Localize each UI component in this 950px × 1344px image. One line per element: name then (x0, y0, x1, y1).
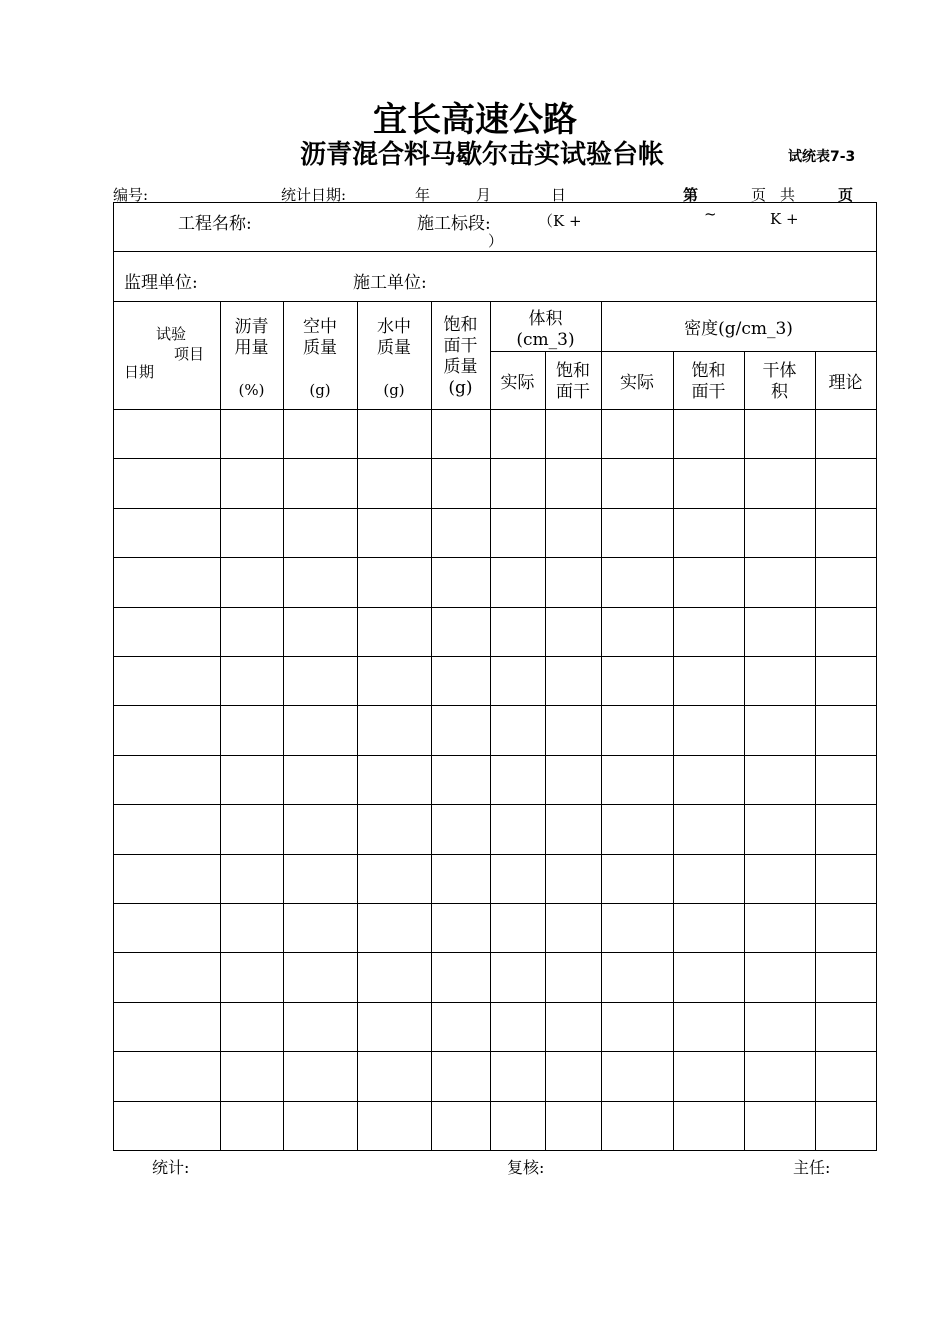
corner-bottom-label: 日期 (124, 363, 155, 381)
col-water-mass-header: 水中 质量 (377, 317, 411, 358)
column-line (357, 301, 358, 1150)
page-gong-label: 共 (780, 186, 796, 204)
col-water-unit: (g) (383, 381, 405, 399)
supervisor-label: 监理单位: (124, 273, 198, 293)
page-ye-label: 页 (751, 186, 767, 204)
contractor-label: 施工单位: (353, 273, 427, 293)
col-ssd-mass-header: 饱和 面干 质量 (g) (443, 315, 478, 398)
form-number: 试统表7-3 (788, 149, 856, 165)
table-row (114, 1002, 876, 1003)
section-close: ） (488, 232, 504, 250)
table-row (114, 903, 876, 904)
col-asphalt-header: 沥青 用量 (234, 317, 269, 358)
day-label: 日 (551, 186, 567, 204)
column-line (431, 301, 432, 1150)
divider (114, 301, 876, 302)
table-row (114, 1051, 876, 1052)
col-asphalt-unit: (%) (238, 381, 265, 399)
table-row (114, 458, 876, 459)
corner-top-label: 试验 (156, 325, 187, 343)
sub-volume-ssd: 饱和 面干 (556, 361, 590, 402)
col-air-mass-header: 空中 质量 (303, 317, 337, 358)
section-label: 施工标段: (417, 214, 491, 234)
serial-label: 编号: (113, 186, 149, 204)
column-line (283, 301, 284, 1150)
section-k-end: K + (770, 210, 799, 228)
sub-density-ssd: 饱和 面干 (691, 361, 726, 402)
director-signature-label: 主任: (793, 1158, 831, 1177)
table-row (114, 804, 876, 805)
table-row (114, 656, 876, 657)
table-row (114, 557, 876, 558)
column-line (815, 351, 816, 1150)
stat-signature-label: 统计: (152, 1158, 190, 1177)
column-line (490, 301, 491, 1150)
col-volume-header: 体积 (cm_3) (516, 309, 575, 350)
divider (114, 251, 876, 252)
table-row (114, 952, 876, 953)
form-subtitle: 沥青混合料马歇尔击实试验台帐 (300, 140, 665, 170)
table-row (114, 854, 876, 855)
section-tilde: ~ (704, 205, 717, 223)
column-line (545, 351, 546, 1150)
column-line (220, 301, 221, 1150)
section-k-start: （K + (538, 212, 582, 230)
month-label: 月 (476, 186, 492, 204)
corner-mid-label: 项目 (174, 345, 205, 363)
table-row (114, 607, 876, 608)
page-title: 宜长高速公路 (373, 100, 577, 140)
col-density-header: 密度(g/cm_3) (684, 319, 793, 339)
subheader-divider (490, 351, 876, 352)
page-end-label: 页 (838, 186, 854, 204)
page-di-label: 第 (683, 186, 699, 204)
review-signature-label: 复核: (507, 1158, 545, 1177)
table-row (114, 705, 876, 706)
sub-density-dry: 干体 积 (762, 361, 797, 402)
col-air-unit: (g) (309, 381, 331, 399)
header-bottom-line (114, 409, 876, 410)
column-line (601, 301, 602, 1150)
table-row (114, 1101, 876, 1102)
year-label: 年 (415, 186, 431, 204)
project-name-label: 工程名称: (178, 214, 252, 234)
table-row (114, 755, 876, 756)
sub-volume-actual: 实际 (500, 373, 535, 393)
sub-density-actual: 实际 (620, 373, 654, 393)
column-line (673, 351, 674, 1150)
stat-date-label: 统计日期: (281, 186, 347, 204)
column-line (744, 351, 745, 1150)
table-row (114, 508, 876, 509)
ledger-table (113, 202, 877, 1151)
sub-density-theory: 理论 (828, 373, 863, 393)
